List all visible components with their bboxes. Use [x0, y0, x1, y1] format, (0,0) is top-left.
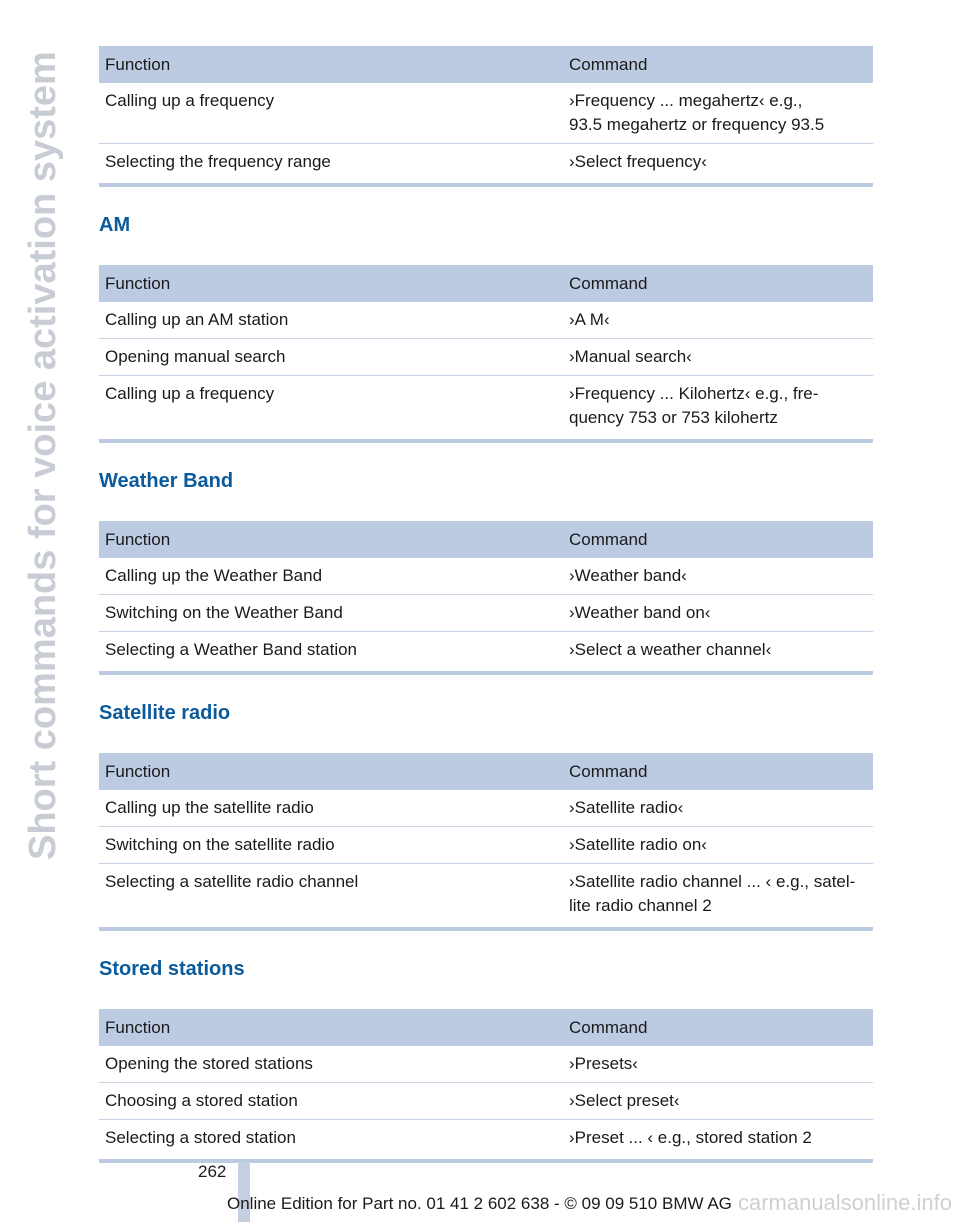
table-row [99, 302, 873, 339]
function-cell: Calling up the Weather Band [99, 558, 563, 595]
table-row [99, 558, 873, 595]
command-cell: ›Frequency ... megahertz‹ e.g., 93.5 megahertz or frequency 93.5 [563, 83, 873, 144]
function-cell: Opening manual search [99, 339, 563, 376]
page-number: 262 [198, 1162, 227, 1181]
command-cell: ›Weather band on‹ [563, 595, 873, 632]
table-header-row [99, 46, 873, 83]
command-cell: ›Frequency ... Kilohertz‹ e.g., fre- quency 753 or 753 kilohertz [563, 376, 873, 442]
stored-stations-command-table [99, 1009, 873, 1163]
table-header-row [99, 521, 873, 558]
function-column-header: Function [99, 46, 563, 83]
table-row [99, 1083, 873, 1120]
function-cell: Switching on the satellite radio [99, 827, 563, 864]
table-header-row [99, 1009, 873, 1046]
satellite-radio-command-table [99, 753, 873, 931]
weather-band-command-table [99, 521, 873, 675]
command-cell: ›Manual search‹ [563, 339, 873, 376]
section-heading-weather-band: Weather Band [99, 470, 234, 492]
function-cell: Opening the stored stations [99, 1046, 563, 1083]
function-cell: Calling up a frequency [99, 376, 563, 442]
function-column-header: Function [99, 1009, 563, 1046]
table-row [99, 376, 873, 442]
function-cell: Selecting a satellite radio channel [99, 864, 563, 930]
table-row [99, 1120, 873, 1162]
table-header-row [99, 265, 873, 302]
command-column-header: Command [563, 265, 873, 302]
table-row [99, 339, 873, 376]
edition-footer: Online Edition for Part no. 01 41 2 602 638 - © 09 09 510 BMW AG [227, 1194, 732, 1213]
table-row [99, 632, 873, 674]
function-column-header: Function [99, 521, 563, 558]
function-cell: Calling up an AM station [99, 302, 563, 339]
section-heading-am: AM [99, 214, 131, 236]
table-row [99, 790, 873, 827]
table-row [99, 83, 873, 144]
command-column-header: Command [563, 521, 873, 558]
page-content [99, 46, 873, 1163]
function-cell: Calling up the satellite radio [99, 790, 563, 827]
command-column-header: Command [563, 1009, 873, 1046]
command-cell: ›A M‹ [563, 302, 873, 339]
command-cell: ›Satellite radio‹ [563, 790, 873, 827]
command-column-header: Command [563, 46, 873, 83]
function-cell: Selecting a stored station [99, 1120, 563, 1162]
command-cell: ›Satellite radio channel ... ‹ e.g., satel- lite radio channel 2 [563, 864, 873, 930]
command-cell: ›Presets‹ [563, 1046, 873, 1083]
function-column-header: Function [99, 753, 563, 790]
command-cell: ›Satellite radio on‹ [563, 827, 873, 864]
function-column-header: Function [99, 265, 563, 302]
table-row [99, 864, 873, 930]
am-command-table [99, 265, 873, 443]
function-cell: Calling up a frequency [99, 83, 563, 144]
function-cell: Switching on the Weather Band [99, 595, 563, 632]
function-cell: Selecting a Weather Band station [99, 632, 563, 674]
command-cell: ›Select preset‹ [563, 1083, 873, 1120]
side-title: Short commands for voice activation system [22, 51, 64, 860]
command-cell: ›Select frequency‹ [563, 144, 873, 186]
function-cell: Selecting the frequency range [99, 144, 563, 186]
table-row [99, 1046, 873, 1083]
command-cell: ›Preset ... ‹ e.g., stored station 2 [563, 1120, 873, 1162]
watermark: carmanualsonline.info [737, 1190, 952, 1215]
command-cell: ›Select a weather channel‹ [563, 632, 873, 674]
command-column-header: Command [563, 753, 873, 790]
section-heading-satellite-radio: Satellite radio [99, 702, 231, 724]
section-heading-stored-stations: Stored stations [99, 958, 245, 980]
fm-command-table [99, 46, 873, 187]
function-cell: Choosing a stored station [99, 1083, 563, 1120]
table-row [99, 144, 873, 186]
table-row [99, 827, 873, 864]
command-cell: ›Weather band‹ [563, 558, 873, 595]
table-row [99, 595, 873, 632]
table-header-row [99, 753, 873, 790]
